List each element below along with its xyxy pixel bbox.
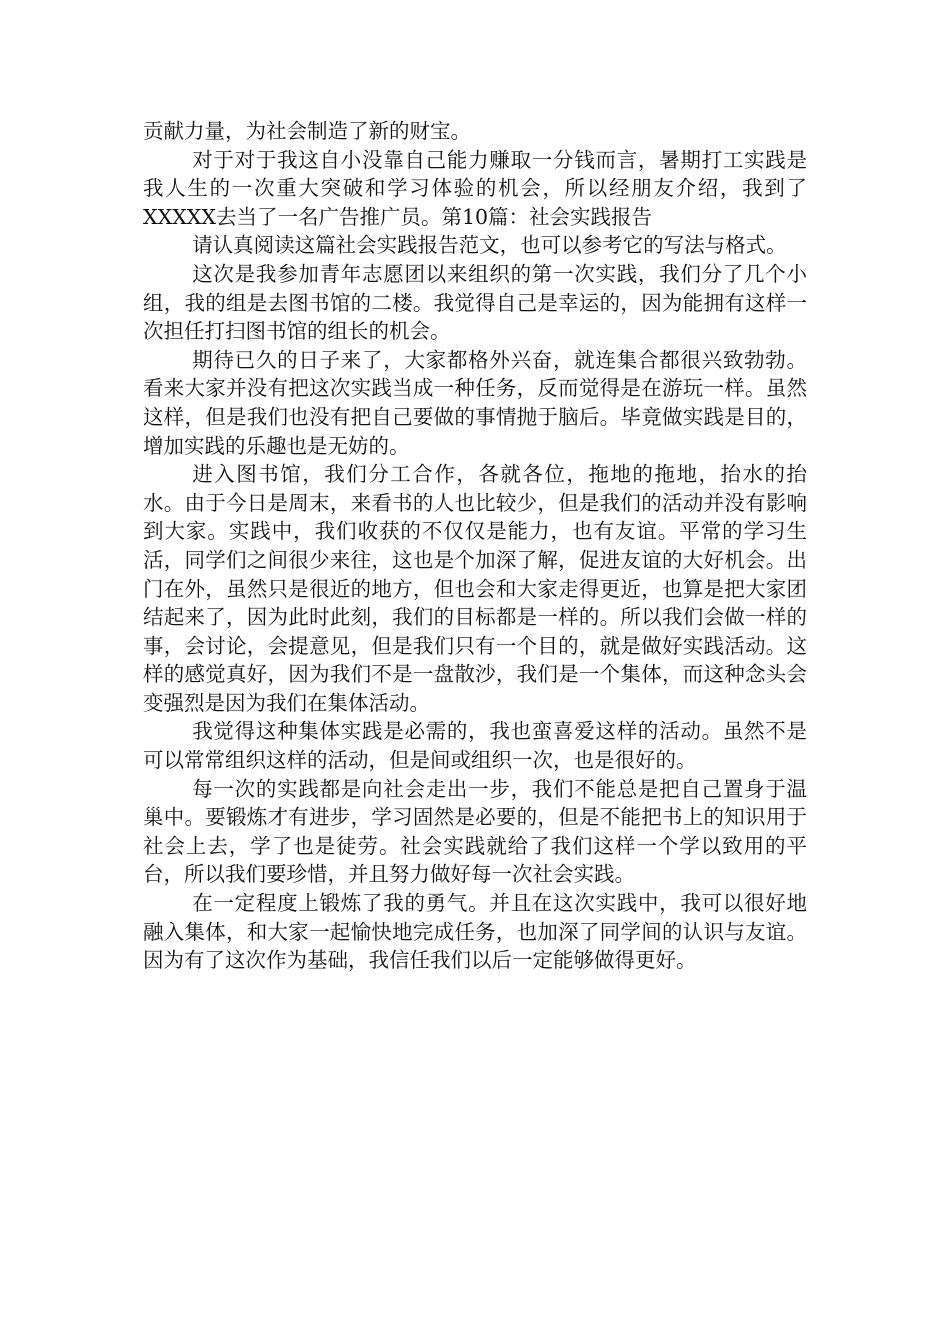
paragraph: 进入图书馆，我们分工合作，各就各位，拖地的拖地，抬水的抬水。由于今日是周末，来看书的人也比较少，但是我们的活动并没有影响到大家。实践中，我们收获的不仅仅是能力，也有友谊。平常的学习生活，同学们之间很少来往，这也是个加深了解，促进友谊的大好机会。出门在外，虽然只是很近的地方，但也会和大家走得更近，也算是把大家团结起来了，因为此时此刻，我们的目标都是一样的。所以我们会做一样的事，会讨论，会提意见，但是我们只有一个目的，就是做好实践活动。这样的感觉真好，因为我们不是一盘散沙，我们是一个集体，而这种念头会变强烈是因为我们在集体活动。 [143,462,807,715]
paragraph: 请认真阅读这篇社会实践报告范文，也可以参考它的写法与格式。 [192,233,787,258]
paragraph: 这次是我参加青年志愿团以来组织的第一次实践，我们分了几个小组，我的组是去图书馆的二楼。我觉得自己是幸运的，因为能拥有这样一次担任打扫图书馆的组长的机会。 [143,261,807,344]
paragraph-continuation: 贡献力量，为社会制造了新的财宝。 [143,119,471,143]
paragraph: 在一定程度上锻炼了我的勇气。并且在这次实践中，我可以很好地融入集体，和大家一起愉快地完成任务，也加深了同学间的认识与友谊。因为有了这次作为基础，我信任我们以后一定能够做得更好。 [143,891,807,973]
body-text [143,117,807,975]
paragraph: 我觉得这种集体实践是必需的，我也蛮喜爱这样的活动。虽然不是可以常常组织这样的活动，但是间或组织一次，也是很好的。 [143,719,807,773]
paragraph: 期待已久的日子来了，大家都格外兴奋，就连集合都很兴致勃勃。看来大家并没有把这次实践当成一种任务，反而觉得是在游玩一样。虽然这样，但是我们也没有把自己要做的事情抛于脑后。毕竟做实践是目的，增加实践的乐趣也是无妨的。 [143,347,807,458]
paragraph: 对于对于我这自小没靠自己能力赚取一分钱而言，暑期打工实践是我人生的一次重大突破和学习体验的机会，所以经朋友介绍，我到了XXXXX去当了一名广告推广员。第10篇：社会实践报告 [143,147,807,229]
paragraph: 每一次的实践都是向社会走出一步，我们不能总是把自己置身于温巢中。要锻炼才有进步，学习固然是必要的，但是不能把书上的知识用于社会上去，学了也是徒劳。社会实践就给了我们这样一个学以致用的平台，所以我们要珍惜，并且努力做好每一次社会实践。 [143,776,807,887]
